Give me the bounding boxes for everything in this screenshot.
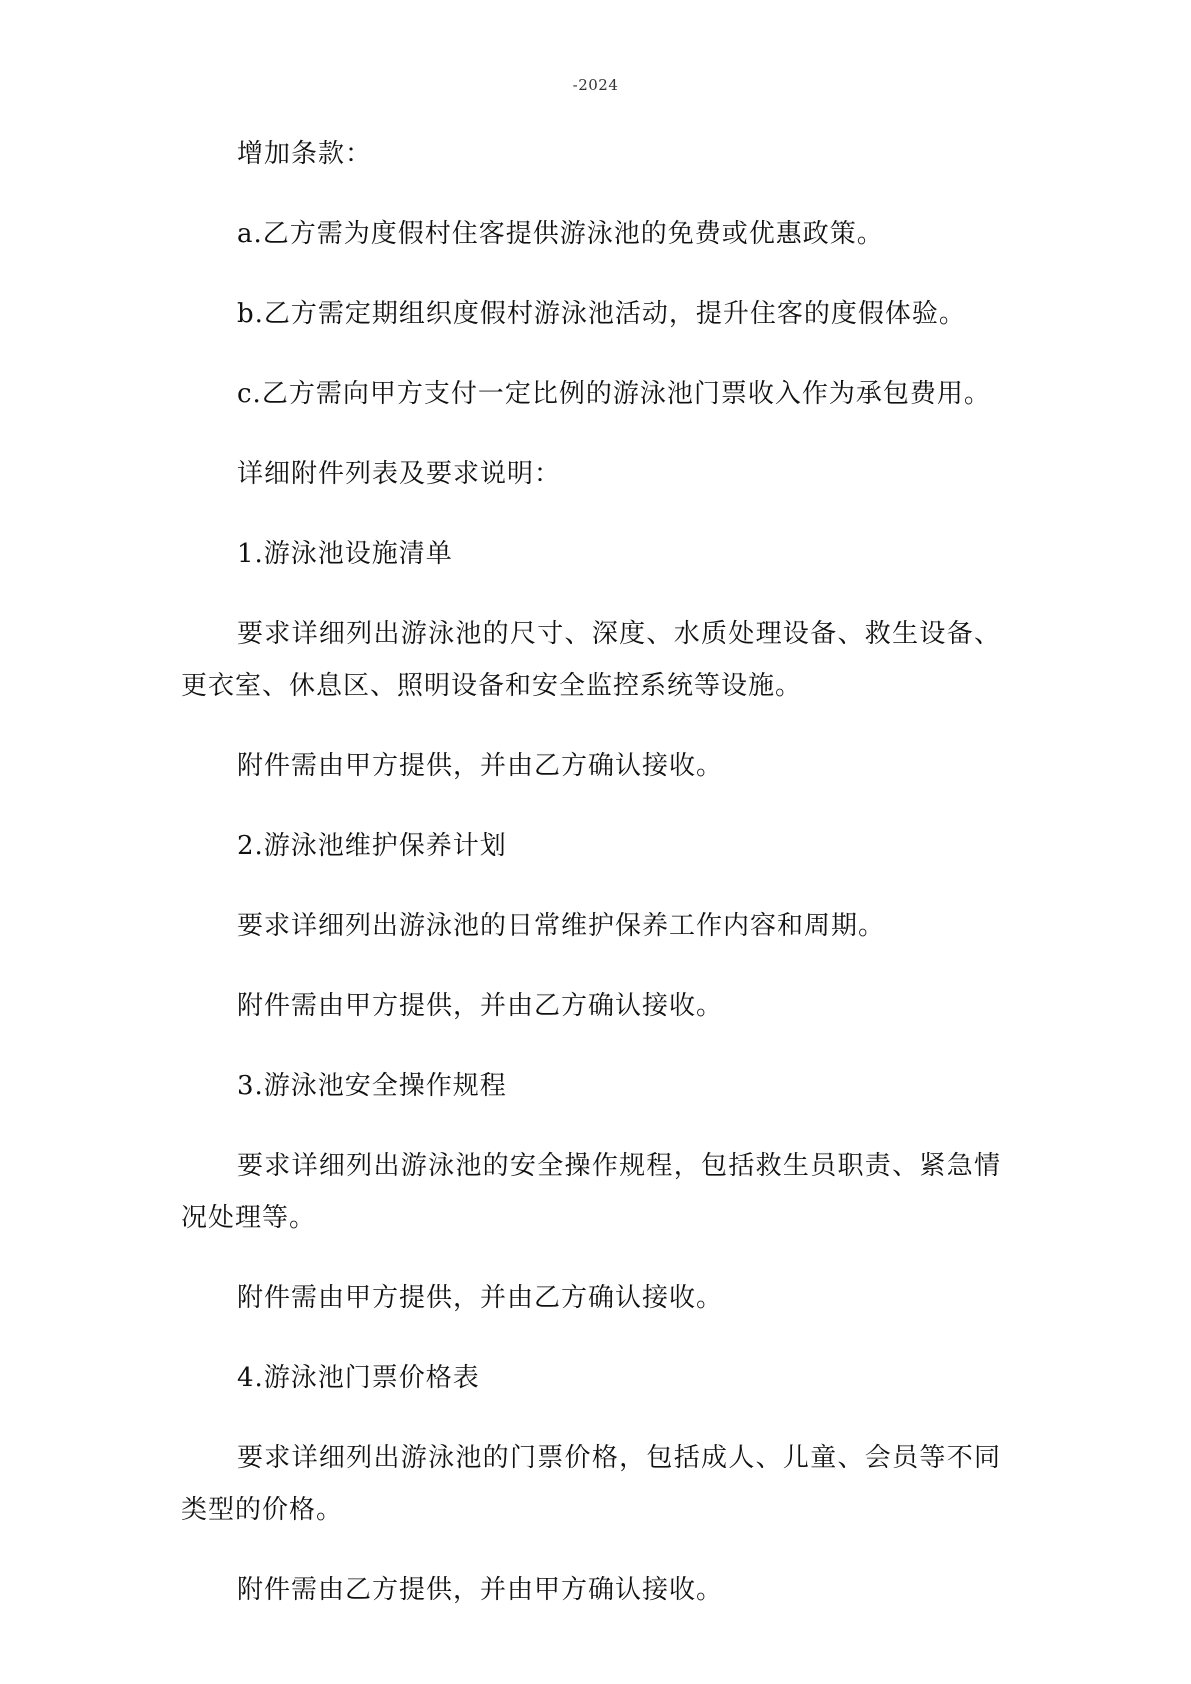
attachment-1-provider: 附件需由甲方提供，并由乙方确认接收。	[237, 751, 724, 781]
clause-a: a.乙方需为度假村住客提供游泳池的免费或优惠政策。	[237, 219, 884, 249]
attachment-3-provider: 附件需由甲方提供，并由乙方确认接收。	[237, 1283, 724, 1313]
attachment-1-title: 1.游泳池设施清单	[237, 539, 453, 569]
attachment-4-provider: 附件需由乙方提供，并由甲方确认接收。	[237, 1575, 724, 1605]
attachment-4-title: 4.游泳池门票价格表	[237, 1363, 480, 1393]
document-body	[181, 128, 1001, 1644]
attachment-2-requirement: 要求详细列出游泳池的日常维护保养工作内容和周期。	[237, 911, 886, 941]
attachment-2-provider: 附件需由甲方提供，并由乙方确认接收。	[237, 991, 724, 1021]
attachment-2-title: 2.游泳池维护保养计划	[237, 831, 507, 861]
attachment-4-requirement: 要求详细列出游泳池的门票价格，包括成人、儿童、会员等不同类型的价格。	[181, 1443, 1001, 1525]
page-header: -2024	[572, 76, 619, 94]
section-heading-attachments: 详细附件列表及要求说明：	[237, 459, 562, 489]
attachment-3-requirement: 要求详细列出游泳池的安全操作规程，包括救生员职责、紧急情况处理等。	[181, 1151, 1001, 1233]
attachment-3-title: 3.游泳池安全操作规程	[237, 1071, 507, 1101]
clause-b: b.乙方需定期组织度假村游泳池活动，提升住客的度假体验。	[237, 299, 966, 329]
section-heading-additional-terms: 增加条款：	[237, 139, 373, 169]
attachment-1-requirement: 要求详细列出游泳池的尺寸、深度、水质处理设备、救生设备、更衣室、休息区、照明设备和安全监控系统等设施。	[181, 619, 1001, 701]
clause-c: c.乙方需向甲方支付一定比例的游泳池门票收入作为承包费用。	[237, 379, 991, 409]
